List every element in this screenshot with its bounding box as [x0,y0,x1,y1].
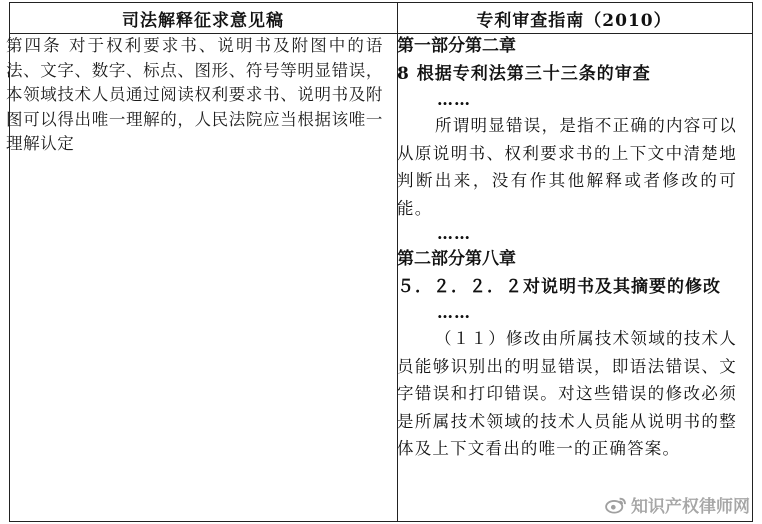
left-cell-article-4: 第四条 对于权利要求书、说明书及附图中的语法、文字、数字、标点、图形、符号等明显错误，本领域技术人员通过阅读权利要求书、说明书及附图可以得出唯一理解的，人民法院应当根据该唯一理解认定 [6,36,383,153]
paragraph-amendment-11: （１１）修改由所属技术领域的技术人员能够识别出的明显错误，即语法错误、文字错误和打印错误。对这些错误的修改必须是所属技术领域的技术人员能从说明书的整体及上下文看出的唯一的正确答案。 [397,329,737,458]
right-cell-guide-excerpt [397,33,737,463]
ellipsis-3: …… [437,303,471,322]
weibo-icon [605,496,627,514]
header-judicial-draft: 司法解释征求意见稿 [121,10,284,31]
ellipsis-2: …… [437,224,471,243]
chapter-part2-ch8: 第二部分第八章 [397,249,516,269]
section-8-title: 8 根据专利法第三十三条的审查 [397,64,651,84]
chapter-part1-ch2: 第一部分第二章 [397,36,516,56]
paragraph-obvious-error-definition: 所谓明显错误，是指不正确的内容可以从原说明书、权利要求书的上下文中清楚地判断出来，没有作其他解释或者修改的可能。 [397,116,737,218]
watermark [605,492,750,517]
watermark-text: 知识产权律师网 [631,497,750,517]
section-5-2-2-2-title: ５．２．２．２对说明书及其摘要的修改 [397,277,721,297]
ellipsis-1: …… [437,90,471,109]
header-examination-guide: 专利审查指南（2010） [476,10,672,31]
table-header-row [10,3,752,34]
